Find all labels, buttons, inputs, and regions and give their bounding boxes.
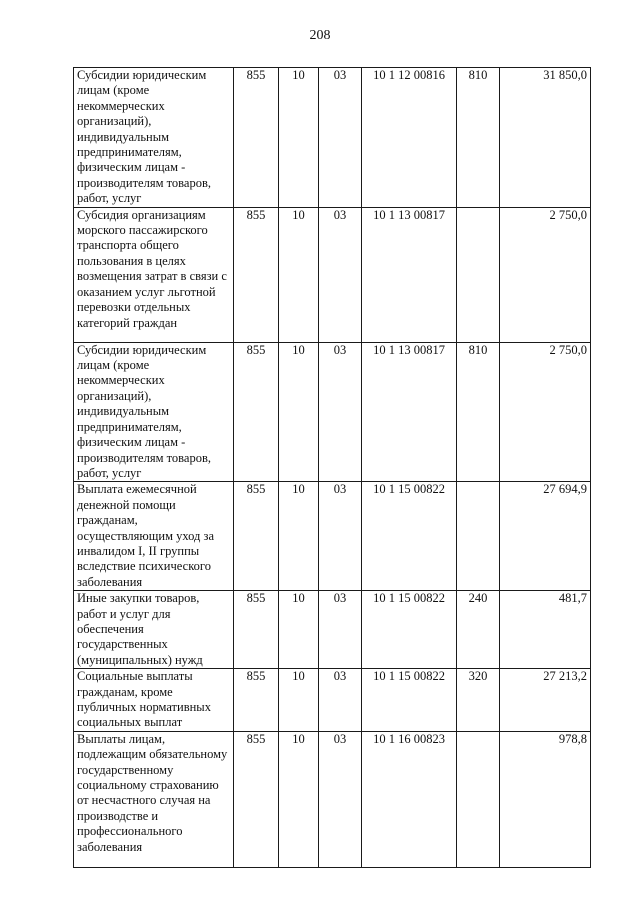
row-ministry: 855 bbox=[234, 482, 279, 591]
table-row bbox=[74, 207, 591, 342]
row-expense-type: 810 bbox=[457, 68, 500, 208]
table-row bbox=[74, 731, 591, 867]
row-amount: 2 750,0 bbox=[500, 207, 591, 342]
row-name: Субсидия организациям морского пассажирского транспорта общего пользования в целях возмещения затрат в связи с оказанием услуг льготной перевозки отдельных категорий граждан bbox=[74, 207, 234, 342]
row-amount: 27 694,9 bbox=[500, 482, 591, 591]
row-amount: 31 850,0 bbox=[500, 68, 591, 208]
row-expense-type bbox=[457, 482, 500, 591]
row-target: 10 1 13 00817 bbox=[362, 342, 457, 482]
row-amount: 978,8 bbox=[500, 731, 591, 867]
row-ministry: 855 bbox=[234, 591, 279, 669]
row-name: Социальные выплаты гражданам, кроме публичных нормативных социальных выплат bbox=[74, 669, 234, 732]
row-subsection: 03 bbox=[319, 482, 362, 591]
page-number: 208 bbox=[309, 28, 331, 43]
row-ministry: 855 bbox=[234, 669, 279, 732]
row-subsection: 03 bbox=[319, 591, 362, 669]
table-row bbox=[74, 342, 591, 482]
row-subsection: 03 bbox=[319, 342, 362, 482]
row-section: 10 bbox=[279, 207, 319, 342]
row-amount: 2 750,0 bbox=[500, 342, 591, 482]
budget-table bbox=[73, 67, 591, 868]
table-row bbox=[74, 482, 591, 591]
row-subsection: 03 bbox=[319, 207, 362, 342]
row-section: 10 bbox=[279, 669, 319, 732]
row-subsection: 03 bbox=[319, 68, 362, 208]
row-expense-type: 320 bbox=[457, 669, 500, 732]
row-target: 10 1 15 00822 bbox=[362, 591, 457, 669]
row-expense-type: 810 bbox=[457, 342, 500, 482]
row-amount: 27 213,2 bbox=[500, 669, 591, 732]
row-section: 10 bbox=[279, 482, 319, 591]
row-name: Субсидии юридическим лицам (кроме некоммерческих организаций), индивидуальным предпринимателям, физическим лицам - производителям товаров, работ, услуг bbox=[74, 68, 234, 208]
row-name: Выплата ежемесячной денежной помощи гражданам, осуществляющим уход за инвалидом I, II группы вследствие психического заболевания bbox=[74, 482, 234, 591]
row-section: 10 bbox=[279, 68, 319, 208]
row-expense-type bbox=[457, 731, 500, 867]
row-subsection: 03 bbox=[319, 669, 362, 732]
row-ministry: 855 bbox=[234, 731, 279, 867]
row-subsection: 03 bbox=[319, 731, 362, 867]
row-section: 10 bbox=[279, 731, 319, 867]
row-target: 10 1 15 00822 bbox=[362, 482, 457, 591]
table-row bbox=[74, 591, 591, 669]
table-row bbox=[74, 669, 591, 732]
row-expense-type bbox=[457, 207, 500, 342]
row-target: 10 1 16 00823 bbox=[362, 731, 457, 867]
row-name: Иные закупки товаров, работ и услуг для обеспечения государственных (муниципальных) нужд bbox=[74, 591, 234, 669]
row-name: Субсидии юридическим лицам (кроме некоммерческих организаций), индивидуальным предпринимателям, физическим лицам - производителям товаров, работ, услуг bbox=[74, 342, 234, 482]
row-amount: 481,7 bbox=[500, 591, 591, 669]
row-target: 10 1 15 00822 bbox=[362, 669, 457, 732]
row-ministry: 855 bbox=[234, 207, 279, 342]
row-ministry: 855 bbox=[234, 342, 279, 482]
table-row bbox=[74, 68, 591, 208]
row-section: 10 bbox=[279, 342, 319, 482]
row-section: 10 bbox=[279, 591, 319, 669]
row-expense-type: 240 bbox=[457, 591, 500, 669]
row-target: 10 1 12 00816 bbox=[362, 68, 457, 208]
row-target: 10 1 13 00817 bbox=[362, 207, 457, 342]
row-ministry: 855 bbox=[234, 68, 279, 208]
row-name: Выплаты лицам, подлежащим обязательному государственному социальному страхованию от несчастного случая на производстве и профессионального заболевания bbox=[74, 731, 234, 867]
